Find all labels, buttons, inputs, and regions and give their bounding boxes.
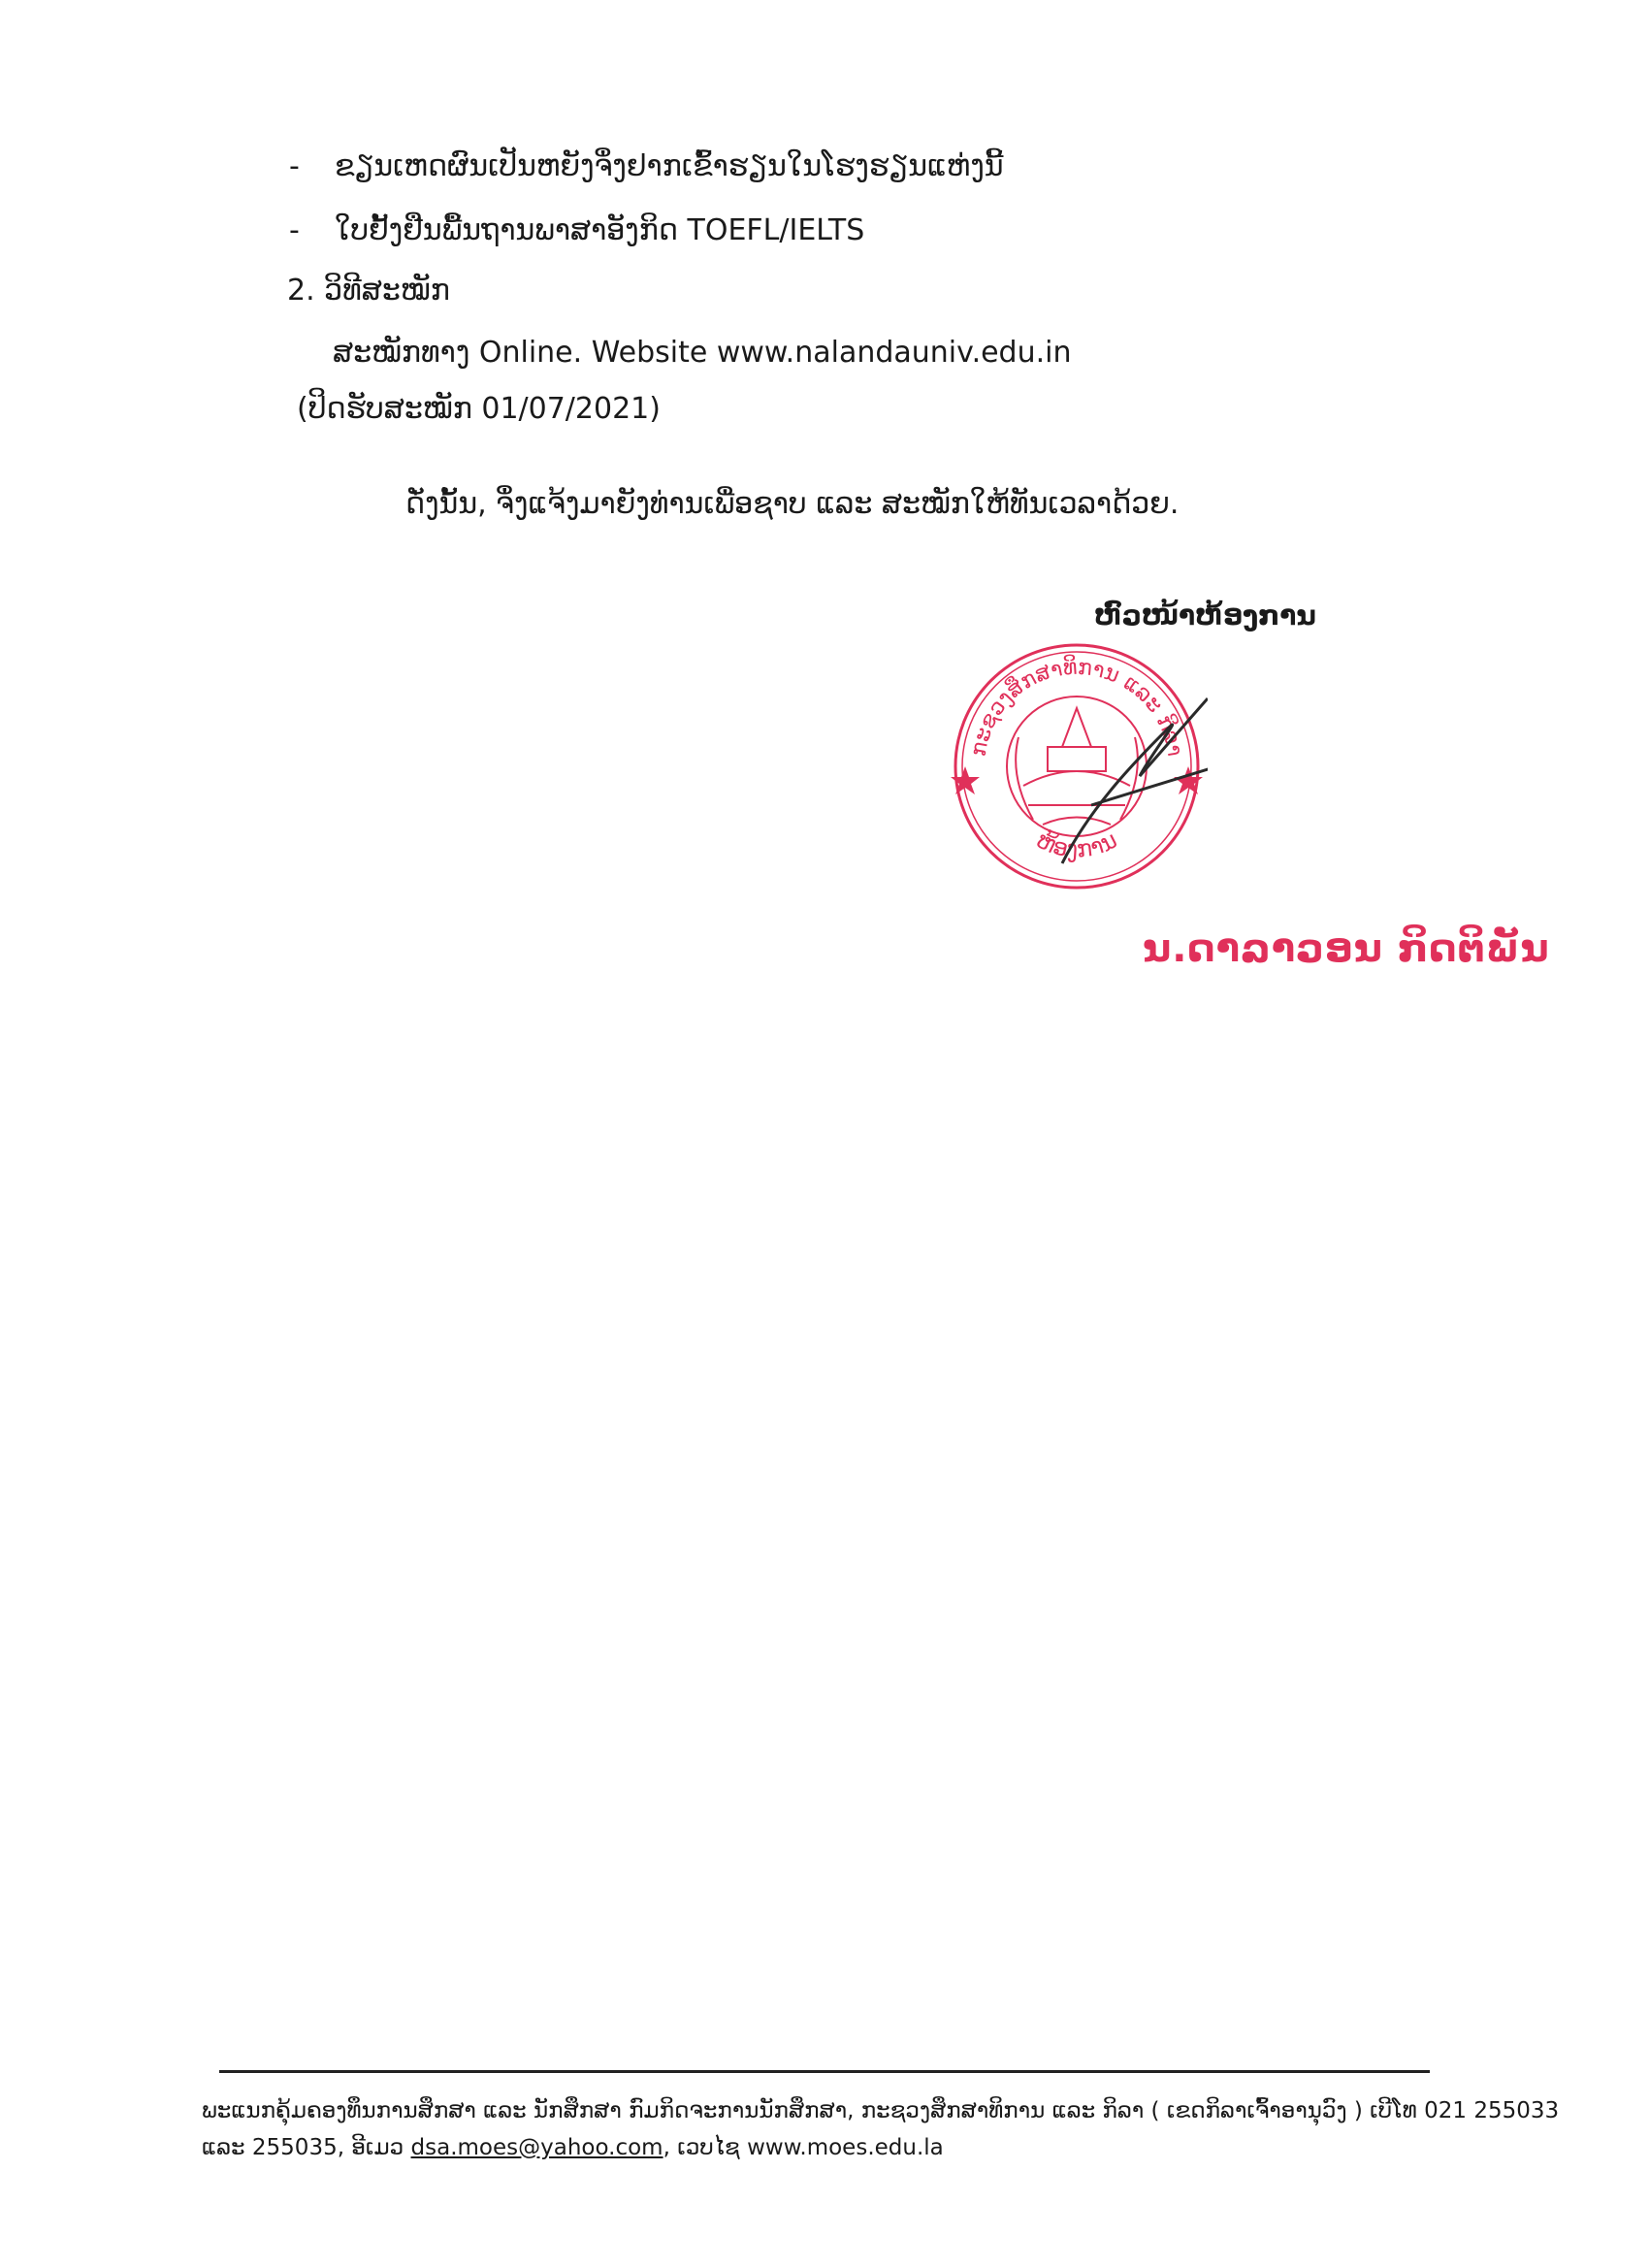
apply-method-text: ສະໝັກທາງ Online. Website www.nalandauniv.edu.in (333, 336, 1072, 370)
signatory-title: ຫົວໜ້າຫ້ອງການ (1094, 599, 1316, 632)
email-link[interactable]: dsa.moes@yahoo.com (410, 2135, 663, 2160)
deadline-text: (ປິດຮັບສະໝັກ 01/07/2021) (297, 392, 661, 426)
footer-address-line: ພະແນກຄຸ້ມຄອງທຶນການສຶກສາ ແລະ ນັກສຶກສາ ກົມກິດຈະການນັກສຶກສາ, ກະຊວງສຶກສາທິການ ແລະ ກິລາ ( ເຂດກິລາເຈົ້າອານຸວົງ ) ເບີໂທ 021 255033 (202, 2098, 1560, 2123)
bullet-dash: - (289, 149, 300, 183)
footer-website: , ເວບໄຊ www.moes.edu.la (663, 2135, 944, 2160)
requirement-essay: ຂຽນເຫດຜົນເປັນຫຍັງຈຶ່ງຢາກເຂົ້າຮຽນໃນໂຮງຮຽນແຫ່ງນີ້ (335, 149, 1004, 183)
bullet-dash: - (289, 213, 300, 247)
svg-text:ຫ້ອງການ (1032, 826, 1121, 862)
signatory-name: ນ.ດາລາວອນ ກິດຕິພັນ (1143, 926, 1550, 971)
stamp-bottom-text: ຫ້ອງການ (1031, 826, 1122, 863)
section-heading-apply-method: 2. ວິທີສະໝັກ (287, 274, 450, 308)
closing-paragraph: ດັ່ງນັ້ນ, ຈຶ່ງແຈ້ງມາຍັງທ່ານເພື່ອຊາບ ແລະ ສະໝັກໃຫ້ທັນເວລາດ້ວຍ. (405, 487, 1180, 521)
stamp-top-text: ກະຊວງສຶກສາທິການ ແລະ ກິລາ (966, 655, 1187, 759)
official-stamp (946, 640, 1208, 892)
footer-divider (219, 2070, 1430, 2073)
requirement-english-certificate: ໃບຢັ້ງຢືນພື້ນຖານພາສາອັງກິດ TOEFL/IELTS (335, 213, 865, 247)
footer-contact-prefix: ແລະ 255035, ອີເມວ (202, 2135, 411, 2160)
footer-contact-line (202, 2132, 944, 2163)
